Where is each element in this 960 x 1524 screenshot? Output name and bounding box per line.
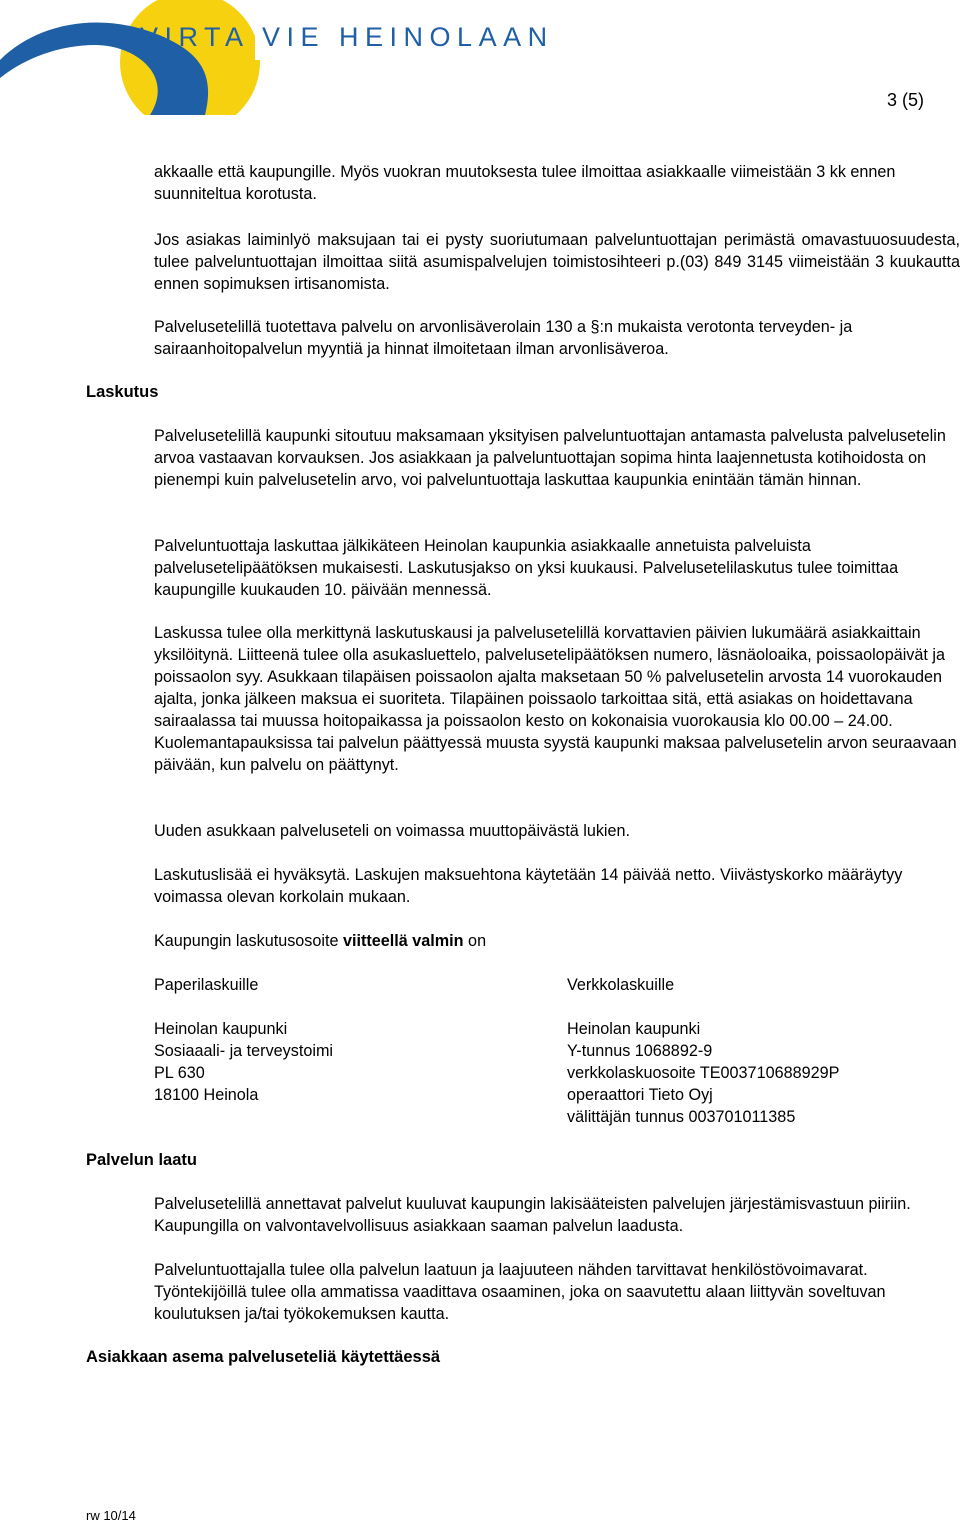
- e-address-line: operaattori Tieto Oyj: [567, 1086, 713, 1104]
- paper-address-line: Heinolan kaupunki: [154, 1020, 288, 1038]
- e-invoice-title: Verkkolaskuille: [567, 976, 675, 994]
- paper-address-line: PL 630: [154, 1064, 205, 1082]
- paragraph-11: Palveluntuottajalla tulee olla palvelun laatuun ja laajuuteen nähden tarvittavat henkilöstövoimavarat. Työntekijöillä tulee olla ammatissa vaadittava osaaminen, joka on saavutettu alaan liittyvän soveltuvan koulutuksen ja/tai työkokemuksen kautta.: [154, 1261, 886, 1323]
- logo-text: VIRTA VIE HEINOLAAN: [140, 22, 554, 52]
- paragraph-2: Jos asiakas laiminlyö maksujaan tai ei pysty suoriutumaan palveluntuottajan perimästä omavastuuosuudesta, tulee palveluntuottajan ilmoittaa siitä asumispalvelujen toimistosihteeri p.(03) 849 3145 viimeistään 3 kuukautta ennen sopimuksen irtisanomista.: [154, 231, 960, 293]
- paper-invoice-title: Paperilaskuille: [154, 976, 259, 994]
- e-address-line: verkkolaskuosoite TE003710688929P: [567, 1064, 840, 1082]
- e-invoice-address: [567, 974, 839, 1128]
- heading-laskutus: Laskutus: [86, 383, 159, 401]
- paper-address-line: Sosiaaali- ja terveystoimi: [154, 1042, 334, 1060]
- billing-address-intro: Kaupungin laskutusosoite: [154, 932, 343, 950]
- paragraph-7: Uuden asukkaan palveluseteli on voimassa muuttopäivästä lukien.: [154, 822, 631, 840]
- footer-code: rw 10/14: [86, 1508, 136, 1523]
- billing-address-suffix: on: [463, 932, 487, 950]
- page-number: 3 (5): [886, 90, 924, 110]
- heading-palvelun-laatu: Palvelun laatu: [86, 1151, 197, 1169]
- paragraph-8: Laskutuslisää ei hyväksytä. Laskujen maksuehtona käytetään 14 päivää netto. Viivästyskorko määräytyy voimassa olevan korkolain mukaan.: [154, 866, 903, 906]
- e-address-line: Y-tunnus 1068892-9: [567, 1042, 713, 1060]
- paragraph-1: akkaalle että kaupungille. Myös vuokran muutoksesta tulee ilmoittaa asiakkaalle viimeistään 3 kk ennen suunniteltua korotusta.: [154, 163, 896, 203]
- billing-reference: viitteellä valmin: [343, 932, 464, 950]
- paragraph-6: Laskussa tulee olla merkittynä laskutuskausi ja palvelusetelillä korvattavien päivien lukumäärä asiakkaittain yksilöitynä. Liitteenä tulee olla asukasluettelo, palvelusetelipäätöksen numero, läsnäoloaika, poissaolopäivät ja poissaolon syy. Asukkaan tilapäisen poissaolon ajalta maksetaan 50 % palvelusetelin arvosta 14 vuorokauden ajalta, jonka jälkeen maksua ei suoriteta. Tilapäinen poissaolo tarkoittaa sitä, että asiakas on hoidettavana sairaalassa tai muussa hoitopaikassa ja poissaolon kesto on kokonaisia vuorokausia klo 00.00 – 24.00. Kuolemantapauksissa tai palvelun päättyessä muusta syystä kaupunki maksaa palvelusetelin arvon seuraavaan päivään, kun palvelu on päättynyt.: [154, 624, 957, 774]
- logo-graphic: [0, 0, 600, 115]
- logo: [0, 0, 600, 115]
- paragraph-9: [154, 930, 960, 952]
- e-address-line: välittäjän tunnus 003701011385: [567, 1108, 796, 1126]
- paper-invoice-address: [154, 974, 333, 1106]
- paragraph-10: Palvelusetelillä annettavat palvelut kuuluvat kaupungin lakisääteisten palvelujen järjestämisvastuun piiriin. Kaupungilla on valvontavelvollisuus asiakkaan saaman palvelun laadusta.: [154, 1195, 911, 1235]
- paragraph-4: Palvelusetelillä kaupunki sitoutuu maksamaan yksityisen palveluntuottajan antamasta palvelusta palvelusetelin arvoa vastaavan korvauksen. Jos asiakkaan ja palveluntuottajan sopima hinta laajennetusta kotihoidosta on pienempi kuin palvelusetelin arvo, voi palveluntuottaja laskuttaa kaupunkia enintään tämän hinnan.: [154, 427, 946, 489]
- paper-address-line: 18100 Heinola: [154, 1086, 259, 1104]
- e-address-line: Heinolan kaupunki: [567, 1020, 701, 1038]
- paragraph-3: Palvelusetelillä tuotettava palvelu on arvonlisäverolain 130 a §:n mukaista verotonta terveyden- ja sairaanhoitopalvelun myyntiä ja hinnat ilmoitetaan ilman arvonlisäveroa.: [154, 318, 853, 358]
- paragraph-5: Palveluntuottaja laskuttaa jälkikäteen Heinolan kaupunkia asiakkaalle annetuista palveluista palvelusetelipäätöksen mukaisesti. Laskutusjakso on yksi kuukausi. Palvelusetelilaskutus tulee toimittaa kaupungille kuukauden 10. päivään mennessä.: [154, 537, 899, 599]
- heading-asiakkaan-asema: Asiakkaan asema palveluseteliä käytettäessä: [86, 1348, 441, 1366]
